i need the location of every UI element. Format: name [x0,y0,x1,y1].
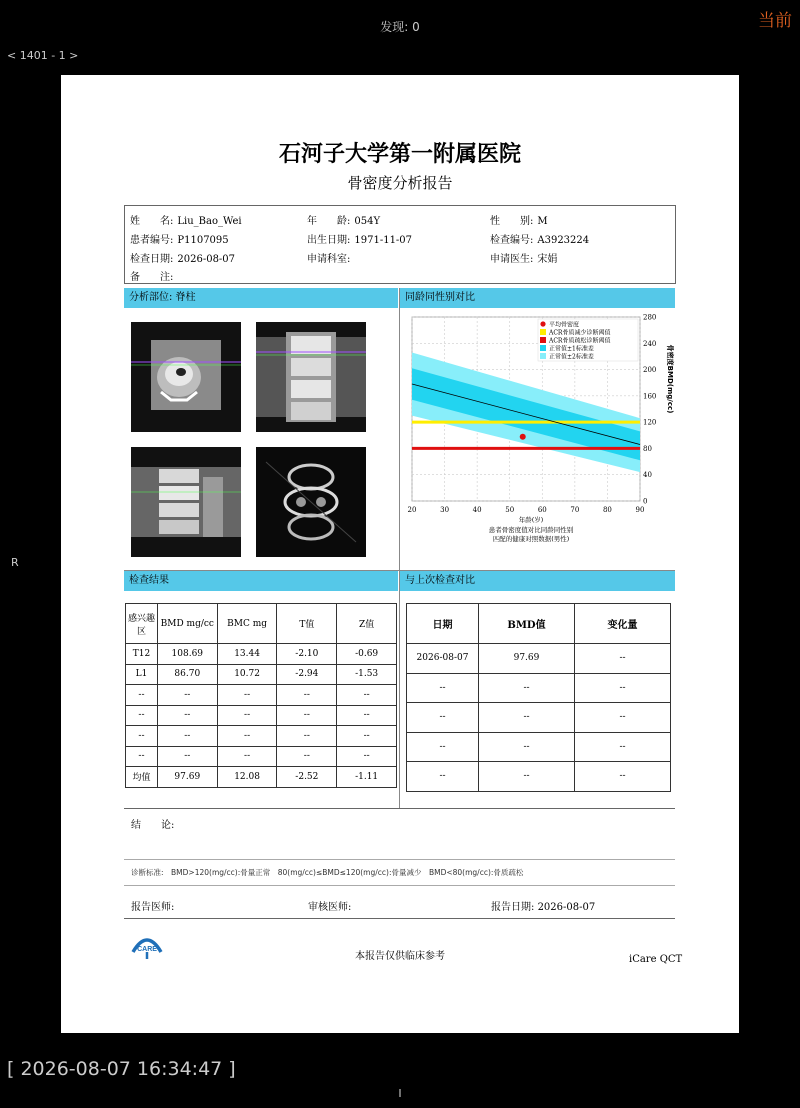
column-header: 日期 [407,604,479,644]
table-cell: -- [157,746,217,767]
svg-text:CARE: CARE [137,946,157,953]
table-cell: -- [157,705,217,726]
table-cell: -- [407,673,479,703]
x-tick-label: 90 [635,506,645,514]
table-cell: -- [407,762,479,792]
section-previous-comparison: 与上次检查对比 [400,571,675,591]
legend-swatch [540,345,546,351]
x-tick-label: 70 [570,506,580,514]
image-navigator[interactable]: < 1401 - 1 > [7,49,79,62]
x-tick-label: 20 [407,506,417,514]
table-cell: 10.72 [217,664,277,685]
column-header: BMD值 [479,604,575,644]
table-row [126,705,397,726]
y-tick-label: 80 [643,444,652,453]
patient-name: 姓 名: Liu_Bao_Wei [130,216,242,227]
legend-swatch [540,337,546,343]
table-cell: -2.52 [277,767,337,788]
y-tick-label: 280 [643,313,657,322]
section-analysis-region: 分析部位: 脊柱 [124,288,398,308]
report-page [61,75,739,1033]
table-cell: -2.94 [277,664,337,685]
table-cell: -- [479,703,575,733]
patient-dob: 出生日期: 1971-11-07 [307,235,413,246]
x-tick-label: 30 [440,506,450,514]
ct-axial-image[interactable] [131,322,241,432]
x-tick-label: 60 [537,506,547,514]
hospital-name: 石河子大学第一附属医院 [278,141,521,167]
table-cell: -- [479,762,575,792]
findings-count: 发现: 0 [380,20,420,34]
table-row [126,726,397,747]
legend-label: 正常值±1标准差 [549,345,594,353]
acquisition-timestamp: [ 2026-08-07 16:34:47 ] [7,1058,236,1080]
table-cell: 2026-08-07 [407,644,479,674]
x-tick-label: 40 [472,506,482,514]
table-cell: 97.69 [479,644,575,674]
patient-age: 年 龄: 054Y [307,216,381,227]
table-cell: -- [277,746,337,767]
table-row [407,673,671,703]
table-cell: -- [337,705,397,726]
table-cell: -2.10 [277,644,337,665]
table-row [407,703,671,733]
bmd-age-chart [400,309,676,571]
x-tick-label: 80 [602,506,612,514]
table-row [407,732,671,762]
patient-bmd-point [520,434,526,440]
table-cell: -- [277,685,337,706]
previous-comparison-table [406,603,671,792]
conclusion-label: 结 论: [131,820,175,831]
table-cell: -- [337,685,397,706]
legend-label: ACR骨质疏松诊断阈值 [549,337,611,345]
y-tick-label: 160 [643,392,657,401]
section-divider [124,808,675,809]
requesting-dept: 申请科室: [307,254,351,265]
table-cell: -- [217,746,277,767]
orientation-marker: R [11,556,19,569]
y-tick-label: 240 [643,339,657,348]
report-doctor: 报告医师: [131,902,175,913]
table-cell: 12.08 [217,767,277,788]
table-cell: -- [575,762,671,792]
table-cell: 13.44 [217,644,277,665]
section-age-comparison: 同龄同性别对比 [400,288,675,308]
table-cell: -- [479,673,575,703]
section-divider [124,859,675,860]
table-cell: -- [277,726,337,747]
orientation-marker-bottom: I [398,1087,402,1100]
table-cell: L1 [126,664,158,685]
column-header: T值 [277,604,337,644]
table-cell: -- [575,703,671,733]
ct-coronal-image[interactable] [256,322,366,432]
legend-swatch [540,321,545,326]
table-cell: 108.69 [157,644,217,665]
exam-number: 检查编号: A3923224 [490,235,590,246]
table-cell: -- [217,726,277,747]
legend-label: ACR骨质减少诊断阈值 [549,329,611,337]
table-cell: -- [575,732,671,762]
x-tick-label: 50 [505,506,515,514]
patient-sex: 性 别: M [490,216,548,227]
table-cell: 97.69 [157,767,217,788]
report-title: 骨密度分析报告 [347,174,453,192]
chart-caption: 匹配的健康对照数据(男性) [492,535,570,543]
section-results: 检查结果 [124,571,398,591]
y-tick-label: 40 [643,471,652,480]
table-cell: 86.70 [157,664,217,685]
table-cell: -- [407,732,479,762]
table-cell: -- [126,705,158,726]
requesting-doctor: 申请医生: 宋娟 [490,254,558,265]
column-header: 变化量 [575,604,671,644]
column-header: BMC mg [217,604,277,644]
y-axis-label: 骨密度BMD(mg/cc) [666,344,674,414]
table-cell: -- [337,726,397,747]
remarks: 备 注: [130,272,174,283]
column-header: BMD mg/cc [157,604,217,644]
table-row [126,644,397,665]
section-divider [124,885,675,886]
diagnostic-criteria: 诊断标准: BMD>120(mg/cc):骨量正常 80(mg/cc)≤BMD≤120(mg/cc):骨量减少 BMD<80(mg/cc):骨质疏松 [131,868,524,877]
x-axis-label: 年龄(岁) [518,516,544,524]
table-cell: -- [126,726,158,747]
report-date: 报告日期: 2026-08-07 [491,902,596,913]
table-cell: T12 [126,644,158,665]
column-header: 感兴趣区 [126,604,158,644]
y-tick-label: 0 [643,497,648,506]
y-tick-label: 120 [643,418,657,427]
table-cell: -1.11 [337,767,397,788]
table-cell: -- [337,746,397,767]
y-tick-label: 200 [643,366,657,375]
table-cell: -1.53 [337,664,397,685]
patient-info [124,205,676,284]
current-indicator: 当前 [758,11,792,31]
ct-sagittal-image[interactable] [131,447,241,557]
ct-3d-reconstruction[interactable] [256,447,366,557]
table-cell: -0.69 [337,644,397,665]
results-table [125,603,397,788]
table-row [126,767,397,788]
table-cell: -- [126,685,158,706]
table-cell: -- [479,732,575,762]
column-header: Z值 [337,604,397,644]
table-cell: -- [217,685,277,706]
disclaimer: 本报告仅供临床参考 [355,951,445,962]
section-divider [124,918,675,919]
table-cell: -- [575,644,671,674]
table-row [126,746,397,767]
legend-swatch [540,329,546,335]
table-row [126,685,397,706]
chart-caption: 患者骨密度值对比同龄同性别 [488,526,574,534]
table-cell: -- [217,705,277,726]
table-row [407,644,671,674]
legend-label: 正常值±2标准差 [549,353,594,361]
table-cell: -- [407,703,479,733]
vendor-brand: iCare QCT [629,954,683,965]
table-cell: -- [277,705,337,726]
review-doctor: 审核医师: [308,902,352,913]
legend-label: 平均骨密度 [549,321,580,329]
table-cell: -- [126,746,158,767]
table-row [407,762,671,792]
table-cell: -- [157,685,217,706]
table-cell: -- [157,726,217,747]
table-cell: -- [575,673,671,703]
exam-date: 检查日期: 2026-08-07 [130,254,236,265]
patient-id: 患者编号: P1107095 [130,235,229,246]
table-row [126,664,397,685]
table-cell: 均值 [126,767,158,788]
legend-swatch [540,353,546,359]
